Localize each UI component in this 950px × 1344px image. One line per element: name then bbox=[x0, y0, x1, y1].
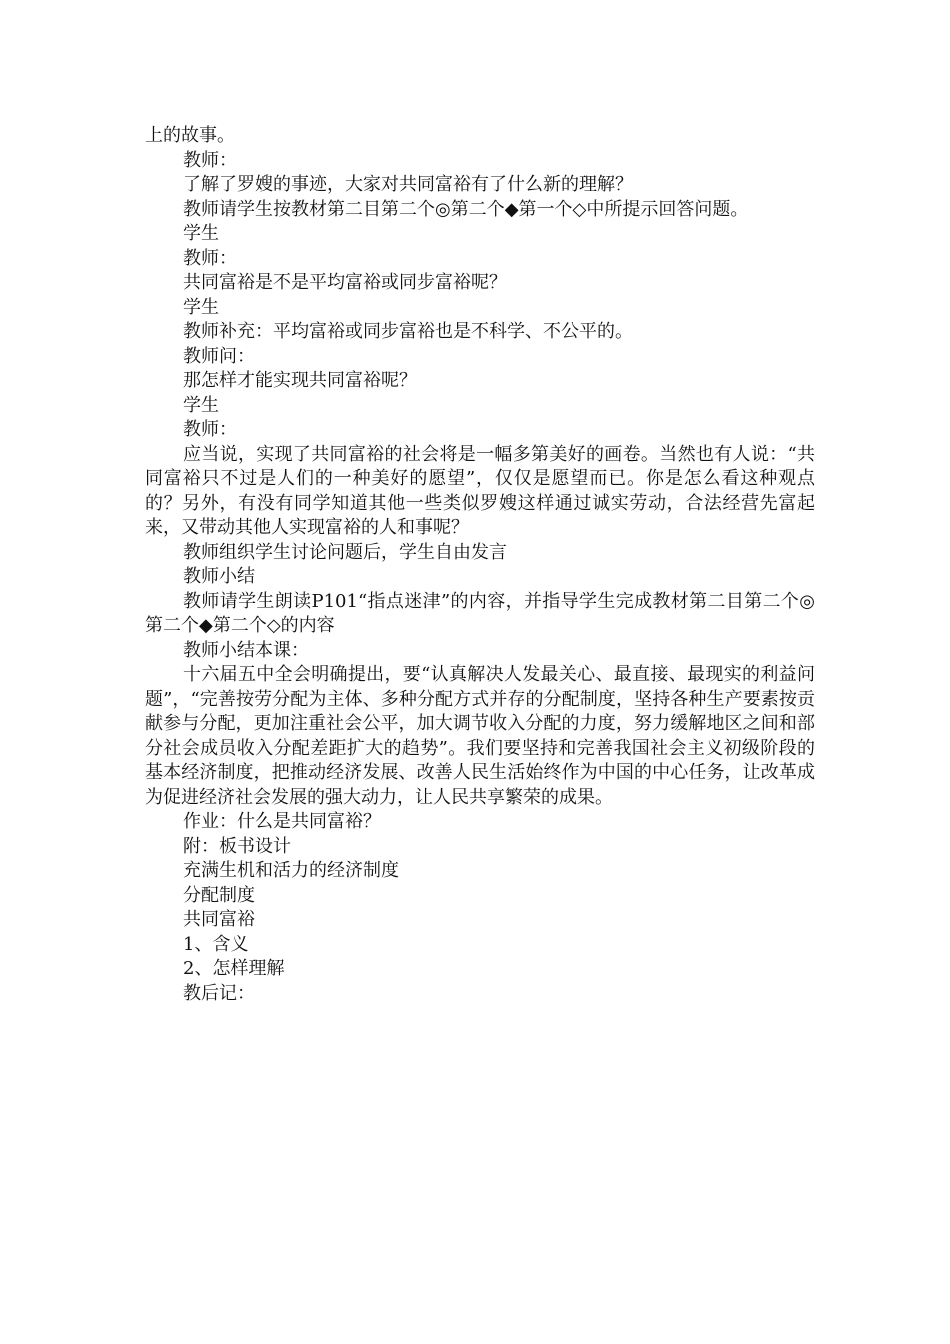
text-line: 了解了罗嫂的事迹，大家对共同富裕有了什么新的理解？ bbox=[183, 174, 633, 195]
text-line: 教师： bbox=[183, 419, 237, 440]
paragraph: 十六届五中全会明确提出，要“认真解决人发最关心、最直接、最现实的利益问题”，“完善按劳分配为主体、多种分配方式并存的分配制度，坚持各种生产要素按贡献参与分配，更加注重社会公平，加大调节收入分配的力度，努力缓解地区之间和部分社会成员收入分配差距扩大的趋势”。我们要坚持和完善我国社会主义初级阶段的基本经济制度，把推动经济发展、改善人民生活始终作为中国的中心任务，让改革成为促进经济社会发展的强大动力，让人民共享繁荣的成果。 bbox=[145, 664, 815, 808]
text-line: 教师组织学生讨论问题后，学生自由发言 bbox=[183, 541, 507, 563]
text-line: 教师请学生按教材第二目第二个◎第二个◆第一个◇中所提示回答问题。 bbox=[183, 198, 749, 220]
text-line: 附：板书设计 bbox=[183, 835, 291, 857]
text-line: 那怎样才能实现共同富裕呢？ bbox=[183, 370, 417, 391]
text-line: 作业：什么是共同富裕？ bbox=[183, 811, 381, 832]
text-line: 共同富裕 bbox=[183, 909, 255, 930]
text-line: 充满生机和活力的经济制度 bbox=[183, 860, 399, 881]
text-line: 教师补充：平均富裕或同步富裕也是不科学、不公平的。 bbox=[183, 321, 633, 342]
text-line: 学生 bbox=[183, 223, 219, 244]
text-line: 教师小结 bbox=[183, 566, 255, 587]
text-line: 2、怎样理解 bbox=[183, 958, 285, 979]
text-line: 学生 bbox=[183, 394, 219, 416]
text-line: 教师： bbox=[183, 149, 237, 171]
paragraph: 应当说，实现了共同富裕的社会将是一幅多第美好的画卷。当然也有人说：“共同富裕只不过是人们的一种美好的愿望”，仅仅是愿望而已。你是怎么看这种观点的？另外，有没有同学知道其他一些类似罗嫂这样通过诚实劳动，合法经营先富起来，又带动其他人实现富裕的人和事呢？ bbox=[145, 443, 815, 538]
text-line: 学生 bbox=[183, 296, 219, 318]
text-line: 上的故事。 bbox=[145, 125, 235, 146]
paragraph: 教师请学生朗读P101“指点迷津”的内容，并指导学生完成教材第二目第二个◎第二个◆第二个◇的内容 bbox=[145, 590, 815, 636]
text-line: 教师小结本课： bbox=[183, 639, 309, 661]
text-line: 教师： bbox=[183, 247, 237, 269]
text-line: 教后记： bbox=[183, 982, 255, 1004]
text-line: 1、含义 bbox=[183, 933, 249, 955]
text-line: 共同富裕是不是平均富裕或同步富裕呢？ bbox=[183, 272, 507, 293]
text-line: 分配制度 bbox=[183, 884, 255, 906]
text-line: 教师问： bbox=[183, 345, 255, 367]
document-page bbox=[145, 124, 815, 1006]
